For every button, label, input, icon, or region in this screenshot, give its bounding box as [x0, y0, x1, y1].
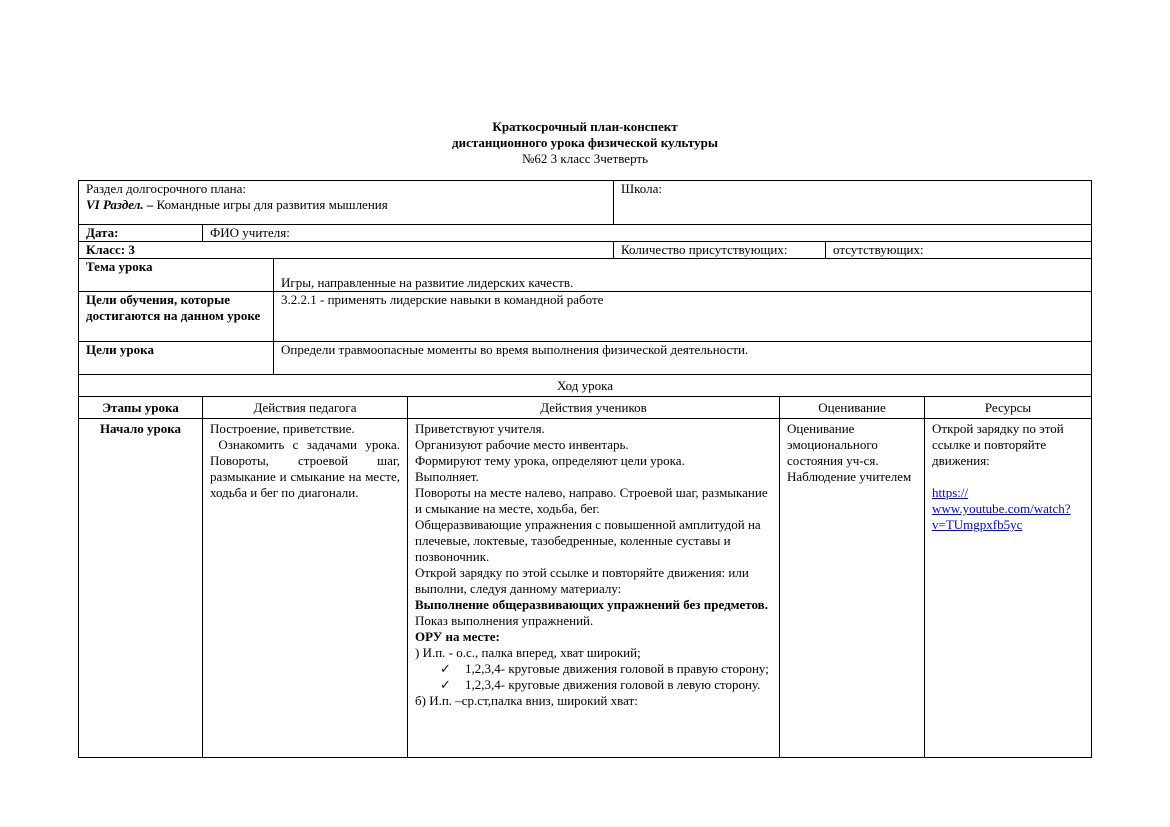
section-cell: [79, 181, 614, 225]
teacher-action-line: Ознакомить с задачами урока. Повороты, строевой шаг, размыкание и смыкание на месте, ходьба и бег по диагонали.: [210, 437, 404, 500]
present-label: Количество присутствующих:: [614, 242, 826, 259]
topic-value-cell: [274, 259, 1092, 292]
assessment-cell: [780, 419, 925, 758]
resources-text: Открой зарядку по этой ссылке и повторяйте движения:: [932, 421, 1064, 468]
youtube-link[interactable]: [932, 485, 1084, 533]
youtube-link-line[interactable]: www.youtube.com/watch?: [932, 501, 1071, 516]
exercise-heading: Выполнение общеразвивающих упражнений без предметов.: [415, 597, 768, 612]
page-title: Краткосрочный план-конспект: [492, 119, 678, 134]
school-cell: [614, 181, 1092, 225]
checkmark-icon: ✓: [440, 677, 451, 692]
column-header-stage: Этапы урока: [79, 397, 203, 419]
student-action-line: Приветствуют учителя.: [415, 421, 545, 436]
goals-label: Цели урока: [79, 342, 274, 375]
student-action-line: Выполняет.: [415, 469, 479, 484]
student-action-line: Повороты на месте налево, направо. Строевой шаг, размыкание и смыкание на месте, ходьба, бег.: [415, 485, 768, 516]
goals-value: Определи травмоопасные моменты во время выполнения физической деятельности.: [274, 342, 1092, 375]
topic-value: Игры, направленные на развитие лидерских качеств.: [281, 275, 574, 290]
youtube-link-line[interactable]: v=TUmgpxfb5yc: [932, 517, 1023, 532]
checkmark-icon: ✓: [440, 661, 451, 676]
lesson-plan-table: [78, 396, 1092, 758]
school-label: Школа:: [621, 181, 662, 196]
column-header-resources: Ресурсы: [925, 397, 1092, 419]
student-actions-cell: [408, 419, 780, 758]
youtube-link-line[interactable]: https://: [932, 485, 969, 500]
student-action-line: Организуют рабочие место инвентарь.: [415, 437, 629, 452]
checklist-item-text: 1,2,3,4- круговые движения головой в левую сторону.: [465, 677, 761, 692]
checklist-item: [440, 661, 772, 677]
teacher-action-line: Построение, приветствие.: [210, 421, 355, 436]
lesson-info-table: [78, 180, 1092, 397]
course-label: Ход урока: [79, 375, 1092, 397]
assessment-text: Оценивание эмоционального состояния уч-ся. Наблюдение учителем: [787, 421, 912, 484]
exercise-b: б) И.п. –ср.ст,палка вниз, широкий хват:: [415, 693, 638, 708]
objectives-value: 3.2.2.1 - применять лидерские навыки в командной работе: [274, 292, 1092, 342]
date-label: Дата:: [79, 225, 203, 242]
absent-label: отсутствующих:: [826, 242, 1092, 259]
checklist: [415, 661, 772, 693]
stage-name: Начало урока: [99, 421, 182, 436]
checklist-item-text: 1,2,3,4- круговые движения головой в правую сторону;: [465, 661, 769, 676]
objectives-label: Цели обучения, которые достигаются на данном уроке: [79, 292, 274, 342]
student-action-line: Формируют тему урока, определяют цели урока.: [415, 453, 685, 468]
section-number: VI Раздел. –: [86, 197, 154, 212]
section-label: Раздел долгосрочного плана:: [86, 181, 247, 196]
class-label: Класс: 3: [79, 242, 614, 259]
column-header-assessment: Оценивание: [780, 397, 925, 419]
checklist-item: [440, 677, 772, 693]
stage-cell: [79, 419, 203, 758]
topic-label: Тема урока: [79, 259, 274, 292]
oru-heading: ОРУ на месте:: [415, 629, 500, 644]
lesson-number: №62 3 класс 3четверть: [521, 151, 649, 166]
column-header-students: Действия учеников: [408, 397, 780, 419]
page-subtitle: дистанционного урока физической культуры: [452, 135, 718, 150]
page-header: [0, 119, 1170, 167]
show-exercise-line: Показ выполнения упражнений.: [415, 613, 594, 628]
column-header-teacher: Действия педагога: [203, 397, 408, 419]
exercise-a: ) И.п. - о.с., палка вперед, хват широкий;: [415, 645, 641, 660]
student-action-line: Общеразвивающие упражнения с повышенной амплитудой на плечевые, локтевые, тазобедренные, коленные суставы и позвоночник.: [415, 517, 761, 564]
teacher-label: ФИО учителя:: [203, 225, 1092, 242]
resources-cell: [925, 419, 1092, 758]
section-value: [86, 197, 606, 213]
teacher-actions-cell: [203, 419, 408, 758]
student-action-line: Открой зарядку по этой ссылке и повторяйте движения: или выполни, следуя данному материалу:: [415, 565, 749, 596]
section-title: Командные игры для развития мышления: [153, 197, 388, 212]
